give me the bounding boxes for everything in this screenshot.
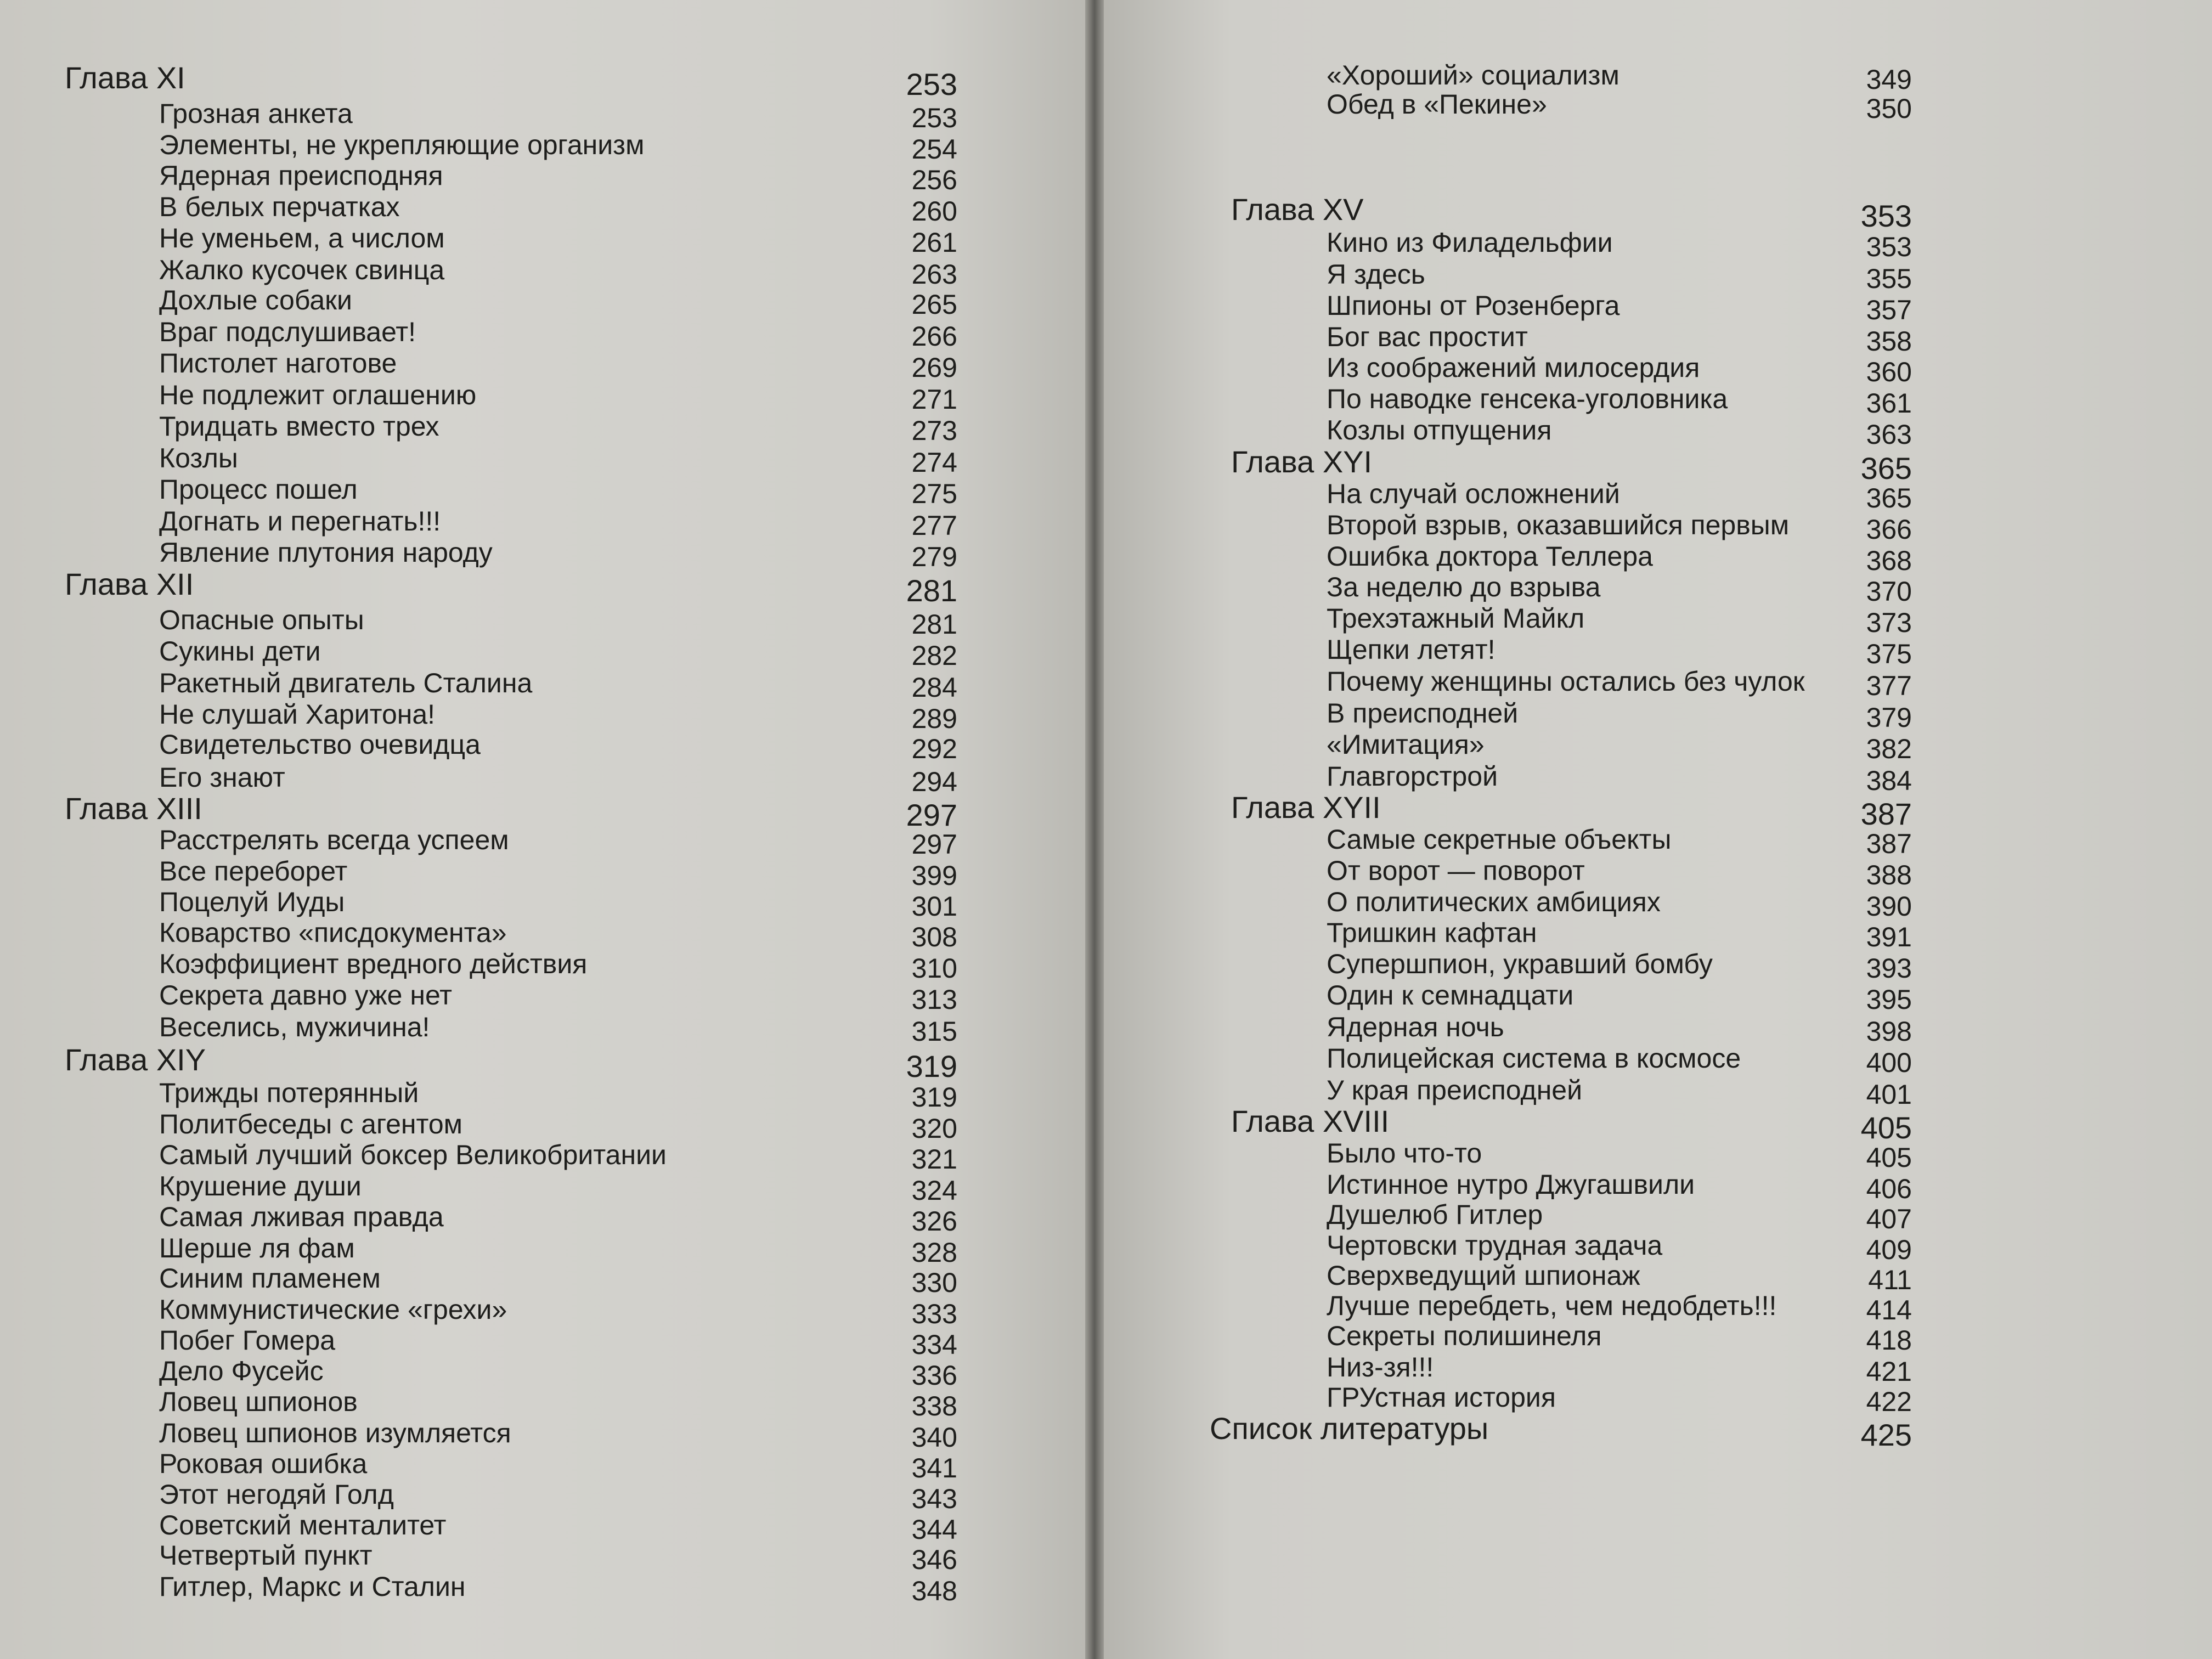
toc-entry-page-number: 301	[911, 891, 957, 922]
toc-entry-title: Чертовски трудная задача	[1327, 1230, 1663, 1261]
toc-entry-page-number: 368	[1866, 545, 1912, 576]
toc-entry	[1097, 1136, 2212, 1171]
toc-entry	[1097, 1318, 2212, 1356]
toc-entry-title: Самые секретные объекты	[1327, 824, 1672, 855]
toc-entry-title: Роковая ошибка	[159, 1448, 368, 1479]
right-page	[1097, 0, 2212, 1659]
toc-entry-title: Поцелуй Иуды	[159, 887, 345, 917]
toc-entry-page-number: 406	[1866, 1173, 1912, 1204]
toc-entry-page-number: 273	[911, 415, 957, 446]
toc-entry	[0, 1446, 1092, 1481]
toc-entry-title: Главгорстрой	[1327, 761, 1498, 792]
toc-entry-page-number: 256	[911, 165, 957, 195]
toc-entry-title: Пистолет наготове	[159, 348, 397, 379]
toc-entry-page-number: 393	[1866, 953, 1912, 984]
toc-entry	[0, 409, 1092, 444]
toc-entry-title: Побег Гомера	[159, 1325, 336, 1356]
toc-entry-page-number: 315	[911, 1016, 957, 1047]
toc-entry	[0, 634, 1092, 669]
toc-entry-title: Грозная анкета	[159, 98, 353, 129]
toc-entry	[1097, 822, 2212, 857]
toc-entry-page-number: 294	[911, 766, 957, 797]
bibliography-heading-title: Список литературы	[1210, 1411, 1489, 1446]
toc-entry-page-number: 282	[911, 640, 957, 671]
toc-entry	[0, 822, 1092, 860]
toc-entry-title: Трехэтажный Майкл	[1327, 603, 1585, 634]
toc-entry	[0, 946, 1092, 984]
toc-entry-title: Второй взрыв, оказавшийся первым	[1327, 510, 1790, 540]
toc-entry	[0, 727, 1092, 762]
toc-entry-page-number: 326	[911, 1206, 957, 1237]
toc-entry	[0, 1261, 1092, 1296]
toc-entry	[1097, 601, 2212, 636]
book-gutter	[1085, 0, 1104, 1659]
toc-entry	[1097, 381, 2212, 419]
toc-entry-page-number: 422	[1866, 1386, 1912, 1417]
chapter-heading-page-number: 253	[906, 67, 957, 101]
toc-entry	[0, 1569, 1092, 1604]
toc-entry-page-number: 400	[1866, 1047, 1912, 1078]
chapter-heading	[1097, 192, 2212, 233]
toc-entry-page-number: 265	[911, 289, 957, 320]
toc-entry-title: По наводке генсека-уголовника	[1327, 383, 1728, 414]
toc-entry-title: Догнать и перегнать!!!	[159, 506, 441, 537]
toc-entry-title: Лучше перебдеть, чем недобдеть!!!	[1327, 1290, 1777, 1321]
toc-entry-page-number: 409	[1866, 1234, 1912, 1265]
toc-entry	[1097, 978, 2212, 1013]
toc-entry-title: Тришкин кафтан	[1327, 917, 1537, 948]
toc-entry-title: Щепки летят!	[1327, 634, 1496, 665]
toc-entry-title: Этот негодяй Голд	[159, 1479, 394, 1510]
toc-entry-title: Я здесь	[1327, 259, 1425, 290]
toc-entry	[1097, 569, 2212, 605]
toc-entry-title: В белых перчатках	[159, 191, 400, 222]
chapter-heading-page-number: 281	[906, 573, 957, 608]
toc-entry	[1097, 225, 2212, 260]
toc-entry	[0, 1169, 1092, 1204]
toc-entry-title: Шерше ля фам	[159, 1233, 355, 1263]
toc-entry-page-number: 320	[911, 1113, 957, 1144]
toc-entry	[1097, 727, 2212, 762]
toc-entry-title: Ошибка доктора Теллера	[1327, 541, 1653, 572]
toc-entry-title: Четвертый пункт	[159, 1540, 373, 1571]
toc-entry-title: Из соображений милосердия	[1327, 352, 1700, 383]
toc-entry-page-number: 336	[911, 1360, 957, 1391]
toc-entry-title: Тридцать вместо трех	[159, 411, 439, 442]
toc-entry	[1097, 853, 2212, 888]
toc-entry	[0, 1009, 1092, 1045]
toc-entry-title: Гитлер, Маркс и Сталин	[159, 1571, 466, 1602]
toc-entry	[0, 884, 1092, 922]
toc-entry-title: Жалко кусочек свинца	[159, 255, 445, 285]
toc-entry	[0, 1538, 1092, 1573]
toc-entry-title: Бог вас простит	[1327, 321, 1528, 352]
toc-entry-title: Ловец шпионов	[159, 1386, 358, 1417]
toc-entry	[0, 854, 1092, 889]
right-page-contents	[1097, 0, 2212, 1659]
toc-entry	[0, 535, 1092, 570]
toc-entry-title: Супершпион, укравший бомбу	[1327, 949, 1713, 979]
toc-entry-page-number: 407	[1866, 1204, 1912, 1234]
toc-entry-title: Обед в «Пекине»	[1327, 89, 1547, 120]
toc-entry-title: Козлы отпущения	[1327, 415, 1552, 445]
toc-entry-page-number: 363	[1866, 419, 1912, 450]
toc-entry-page-number: 344	[911, 1514, 957, 1545]
toc-entry-page-number: 391	[1866, 922, 1912, 952]
toc-entry	[0, 221, 1092, 256]
toc-entry	[1097, 915, 2212, 950]
toc-entry-page-number: 418	[1866, 1325, 1912, 1356]
toc-entry-title: Все переборет	[159, 856, 348, 887]
toc-entry	[1097, 350, 2212, 385]
toc-entry-title: Веселись, мужичина!	[159, 1012, 430, 1042]
toc-entry-title: Истинное нутро Джугашвили	[1327, 1169, 1695, 1200]
toc-entry-page-number: 279	[911, 541, 957, 572]
chapter-heading-page-number: 353	[1860, 199, 1912, 233]
toc-entry-page-number: 343	[911, 1483, 957, 1514]
chapter-heading	[0, 60, 1092, 101]
chapter-heading-title: Глава XYI	[1231, 444, 1373, 479]
toc-entry-title: ГРУстная история	[1327, 1382, 1556, 1413]
toc-entry	[0, 314, 1092, 352]
toc-entry	[0, 1107, 1092, 1142]
toc-entry-page-number: 271	[911, 384, 957, 415]
chapter-heading-page-number: 405	[1860, 1110, 1912, 1145]
toc-entry-page-number: 289	[911, 703, 957, 734]
toc-entry	[1097, 1197, 2212, 1232]
toc-entry	[0, 346, 1092, 381]
toc-entry-page-number: 308	[911, 922, 957, 952]
toc-entry	[0, 158, 1092, 193]
toc-entry-title: За неделю до взрыва	[1327, 572, 1601, 602]
toc-entry-page-number: 341	[911, 1453, 957, 1483]
toc-entry	[1097, 759, 2212, 794]
toc-entry-page-number: 333	[911, 1299, 957, 1329]
toc-entry-page-number: 377	[1866, 670, 1912, 701]
toc-entry-page-number: 346	[911, 1544, 957, 1575]
toc-entry	[0, 1137, 1092, 1175]
toc-entry	[1097, 1009, 2212, 1045]
toc-entry-title: Низ-зя!!!	[1327, 1352, 1434, 1383]
toc-entry-page-number: 390	[1866, 891, 1912, 922]
chapter-heading-page-number: 319	[906, 1049, 957, 1084]
toc-entry-title: «Хороший» социализм	[1327, 60, 1620, 91]
toc-entry	[0, 1075, 1092, 1113]
toc-entry-page-number: 261	[911, 227, 957, 258]
toc-entry-title: Сверхведущий шпионаж	[1327, 1260, 1640, 1291]
toc-entry-title: Сукины дети	[159, 636, 321, 667]
toc-entry	[0, 96, 1092, 131]
toc-entry	[0, 472, 1092, 507]
chapter-heading-title: Глава XII	[65, 567, 194, 601]
toc-entry-page-number: 360	[1866, 357, 1912, 387]
toc-entry-page-number: 379	[1866, 702, 1912, 733]
toc-entry	[0, 915, 1092, 950]
toc-entry-page-number: 334	[911, 1329, 957, 1360]
toc-entry-title: Политбеседы с агентом	[159, 1109, 463, 1139]
toc-entry	[0, 441, 1092, 476]
toc-entry-page-number: 275	[911, 478, 957, 509]
toc-entry-page-number: 266	[911, 321, 957, 352]
toc-entry-title: Свидетельство очевидца	[159, 729, 481, 760]
toc-entry	[1097, 1041, 2212, 1076]
toc-entry-title: Синим пламенем	[159, 1263, 381, 1294]
toc-entry-title: Процесс пошел	[159, 474, 358, 505]
toc-entry-title: На случай осложнений	[1327, 478, 1620, 509]
toc-entry-page-number: 395	[1866, 984, 1912, 1015]
chapter-heading-title: Глава XVIII	[1231, 1104, 1390, 1138]
toc-entry-title: Не подлежит оглашению	[159, 380, 477, 410]
chapter-heading-title: Глава XIY	[65, 1042, 206, 1077]
toc-entry-page-number: 398	[1866, 1016, 1912, 1047]
toc-entry	[0, 1415, 1092, 1451]
toc-entry-page-number: 387	[1866, 828, 1912, 859]
toc-entry	[1097, 507, 2212, 543]
toc-entry	[0, 504, 1092, 539]
toc-entry-page-number: 310	[911, 953, 957, 984]
toc-entry-title: Ядерная ночь	[1327, 1012, 1504, 1042]
toc-entry-page-number: 357	[1866, 295, 1912, 325]
toc-entry	[0, 127, 1092, 165]
chapter-heading-page-number: 365	[1860, 451, 1912, 486]
toc-entry	[1097, 87, 2212, 122]
toc-entry	[0, 1199, 1092, 1237]
toc-entry-page-number: 353	[1866, 232, 1912, 262]
toc-entry-page-number: 414	[1866, 1295, 1912, 1325]
toc-entry-title: Полицейская система в космосе	[1327, 1043, 1741, 1074]
toc-entry-page-number: 313	[911, 984, 957, 1015]
chapter-heading-title: Глава XI	[65, 60, 185, 95]
toc-entry	[0, 1323, 1092, 1358]
toc-entry-title: Душелюб Гитлер	[1327, 1199, 1543, 1230]
toc-entry-page-number: 330	[911, 1267, 957, 1298]
toc-entry	[1097, 1380, 2212, 1415]
toc-entry	[1097, 696, 2212, 731]
toc-entry-page-number: 338	[911, 1391, 957, 1421]
chapter-heading	[0, 791, 1092, 832]
toc-entry-page-number: 348	[911, 1576, 957, 1606]
left-page	[0, 0, 1092, 1659]
toc-entry	[0, 377, 1092, 413]
toc-entry-page-number: 411	[1868, 1265, 1912, 1295]
toc-entry	[0, 760, 1092, 795]
toc-entry	[1097, 1073, 2212, 1108]
toc-entry-page-number: 366	[1866, 514, 1912, 545]
toc-entry-page-number: 401	[1866, 1079, 1912, 1110]
toc-entry-title: От ворот — поворот	[1327, 855, 1585, 886]
bibliography-heading	[1097, 1411, 2212, 1452]
toc-entry-page-number: 319	[911, 1082, 957, 1113]
toc-entry-title: Ловец шпионов изумляется	[159, 1418, 511, 1448]
toc-entry-title: Шпионы от Розенберга	[1327, 290, 1620, 321]
toc-entry-page-number: 263	[911, 259, 957, 290]
toc-entry-page-number: 328	[911, 1237, 957, 1268]
toc-entry-title: Секреты полишинеля	[1327, 1321, 1602, 1351]
toc-entry-title: «Имитация»	[1327, 729, 1485, 760]
toc-entry-title: Секрета давно уже нет	[159, 980, 453, 1011]
toc-entry	[0, 1477, 1092, 1512]
toc-entry-title: О политических амбициях	[1327, 887, 1661, 917]
toc-entry-page-number: 365	[1866, 483, 1912, 514]
toc-entry	[1097, 632, 2212, 667]
toc-entry-page-number: 384	[1866, 765, 1912, 796]
toc-entry-title: Самая лживая правда	[159, 1201, 444, 1232]
toc-entry-page-number: 274	[911, 447, 957, 478]
toc-entry	[1097, 946, 2212, 984]
toc-entry-title: Коэффициент вредного действия	[159, 949, 588, 979]
toc-entry-title: Расстрелять всегда успеем	[159, 825, 509, 855]
toc-entry-page-number: 340	[911, 1422, 957, 1453]
toc-entry	[1097, 319, 2212, 357]
toc-entry-page-number: 370	[1866, 576, 1912, 607]
toc-entry	[0, 1353, 1092, 1389]
toc-entry	[0, 1384, 1092, 1419]
chapter-heading	[1097, 1104, 2212, 1145]
toc-entry-page-number: 260	[911, 196, 957, 227]
toc-entry-page-number: 269	[911, 352, 957, 383]
toc-entry-page-number: 253	[911, 103, 957, 133]
toc-entry-page-number: 321	[911, 1144, 957, 1175]
toc-entry-page-number: 361	[1866, 388, 1912, 419]
toc-entry-title: Самый лучший боксер Великобритании	[159, 1139, 667, 1170]
toc-entry-title: Дело Фусейс	[159, 1356, 324, 1386]
toc-entry	[1097, 884, 2212, 922]
toc-entry-page-number: 292	[911, 733, 957, 764]
toc-entry	[0, 665, 1092, 701]
toc-entry-title: Враг подслушивает!	[159, 317, 416, 347]
toc-entry-page-number: 281	[911, 609, 957, 640]
toc-entry-title: Было что-то	[1327, 1138, 1482, 1169]
toc-entry-title: Ракетный двигатель Сталина	[159, 668, 533, 698]
toc-entry-title: Опасные опыты	[159, 605, 364, 635]
toc-entry	[1097, 539, 2212, 574]
toc-entry-page-number: 399	[911, 860, 957, 891]
left-page-contents	[0, 0, 1092, 1659]
chapter-heading-title: Глава XV	[1231, 192, 1364, 227]
chapter-heading-page-number: 387	[1860, 797, 1912, 831]
toc-entry-page-number: 324	[911, 1175, 957, 1206]
toc-entry-page-number: 382	[1866, 733, 1912, 764]
toc-entry-page-number: 349	[1866, 64, 1912, 95]
toc-entry-title: Один к семнадцати	[1327, 980, 1574, 1011]
toc-entry-page-number: 277	[911, 510, 957, 541]
toc-entry-page-number: 350	[1866, 93, 1912, 124]
toc-entry-title: Кино из Филадельфии	[1327, 227, 1613, 258]
toc-entry-title: Ядерная преисподняя	[159, 160, 443, 191]
toc-entry	[1097, 476, 2212, 514]
toc-entry-title: Козлы	[159, 443, 238, 473]
toc-entry-title: Его знают	[159, 762, 285, 793]
toc-entry-title: Почему женщины остались без чулок	[1327, 666, 1805, 697]
toc-entry	[0, 1292, 1092, 1327]
toc-entry-page-number: 355	[1866, 263, 1912, 294]
chapter-heading	[1097, 790, 2212, 831]
toc-entry	[1097, 288, 2212, 323]
toc-entry	[0, 978, 1092, 1013]
toc-entry	[1097, 664, 2212, 699]
bibliography-heading-page-number: 425	[1860, 1418, 1912, 1452]
toc-entry	[1097, 413, 2212, 448]
toc-entry	[0, 602, 1092, 640]
toc-entry-page-number: 373	[1866, 607, 1912, 638]
chapter-heading	[0, 567, 1092, 608]
chapter-heading-page-number: 297	[906, 798, 957, 832]
toc-entry-page-number: 254	[911, 134, 957, 165]
toc-entry-title: Советский менталитет	[159, 1510, 447, 1541]
toc-entry-title: Элементы, не укрепляющие организм	[159, 129, 645, 160]
toc-entry-title: В преисподней	[1327, 698, 1519, 729]
chapter-heading	[1097, 444, 2212, 486]
toc-entry-page-number: 388	[1866, 860, 1912, 890]
toc-entry-page-number: 358	[1866, 326, 1912, 357]
toc-entry-page-number: 375	[1866, 639, 1912, 669]
toc-entry-title: Трижды потерянный	[159, 1077, 419, 1108]
toc-entry-title: У края преисподней	[1327, 1075, 1583, 1105]
toc-entry-title: Дохлые собаки	[159, 285, 352, 315]
chapter-heading-title: Глава XYII	[1231, 790, 1381, 825]
toc-entry-page-number: 297	[911, 829, 957, 860]
toc-entry-page-number: 284	[911, 672, 957, 703]
toc-entry	[0, 189, 1092, 227]
toc-entry-title: Не слушай Харитона!	[159, 699, 436, 730]
toc-entry-title: Коммунистические «грехи»	[159, 1294, 507, 1325]
toc-entry-title: Не уменьем, а числом	[159, 223, 445, 253]
toc-entry-title: Коварство «писдокумента»	[159, 917, 507, 948]
toc-entry-page-number: 405	[1866, 1142, 1912, 1173]
toc-entry	[0, 283, 1092, 318]
toc-entry-title: Явление плутония народу	[159, 537, 493, 568]
chapter-heading	[0, 1042, 1092, 1084]
toc-entry-title: Крушение души	[159, 1171, 362, 1201]
toc-entry-page-number: 421	[1866, 1356, 1912, 1387]
chapter-heading-title: Глава XIII	[65, 791, 202, 826]
toc-entry	[1097, 257, 2212, 292]
